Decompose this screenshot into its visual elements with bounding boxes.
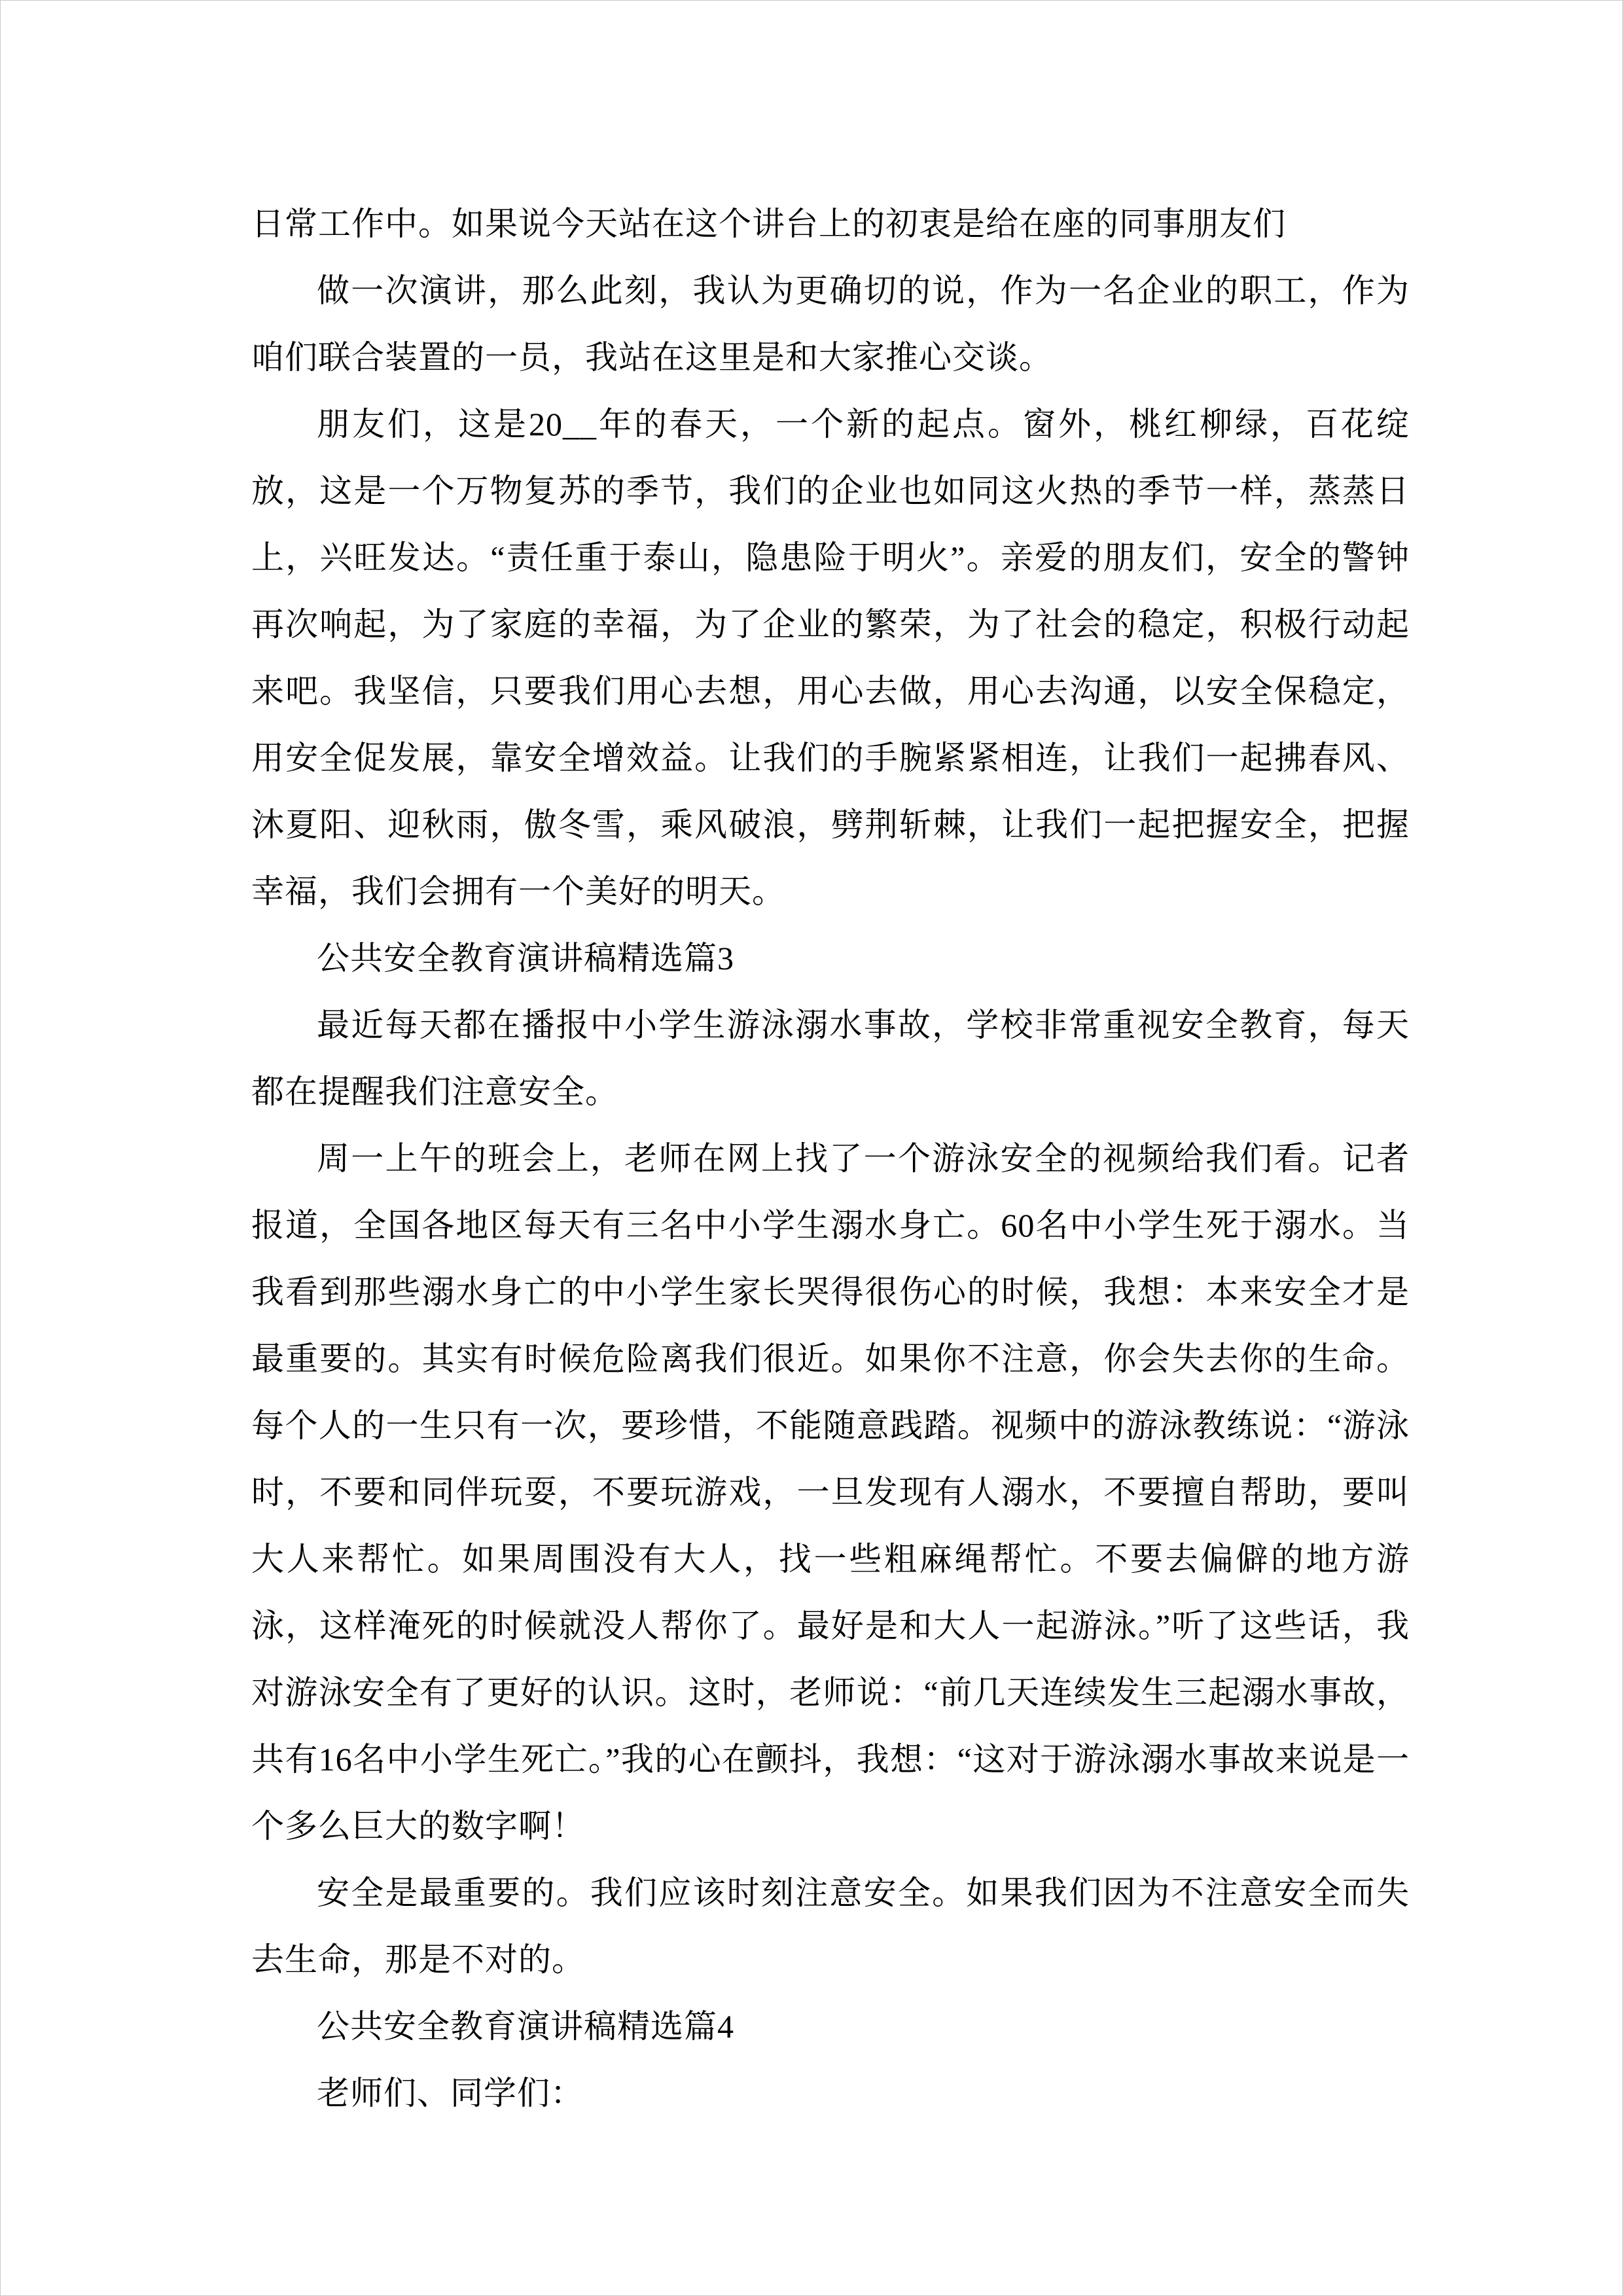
paragraph: 最近每天都在播报中小学生游泳溺水事故，学校非常重视安全教育，每天都在提醒我们注意安全。 (251, 1007, 1410, 1110)
paragraph: 做一次演讲，那么此刻，我认为更确切的说，作为一名企业的职工，作为咱们联合装置的一员，我站在这里是和大家推心交谈。 (251, 272, 1410, 376)
paragraph: 公共安全教育演讲稿精选篇3 (317, 940, 734, 977)
paragraph: 朋友们，这是20__年的春天，一个新的起点。窗外，桃红柳绿，百花绽放，这是一个万物复苏的季节，我们的企业也如同这火热的季节一样，蒸蒸日上，兴旺发达。“责任重于泰山，隐患险于明火”。亲爱的朋友们，安全的警钟再次响起，为了家庭的幸福，为了企业的繁荣，为了社会的稳定，积极行动起来吧。我坚信，只要我们用心去想，用心去做，用心去沟通，以安全保稳定，用安全促发展，靠安全增效益。让我们的手腕紧紧相连，让我们一起拂春风、沐夏阳、迎秋雨，傲冬雪，乘风破浪，劈荆斩棘，让我们一起把握安全，把握幸福，我们会拥有一个美好的明天。 (251, 406, 1410, 910)
paragraph: 日常工作中。如果说今天站在这个讲台上的初衷是给在座的同事朋友们 (251, 206, 1286, 242)
paragraph: 安全是最重要的。我们应该时刻注意安全。如果我们因为不注意安全而失去生命，那是不对的。 (251, 1874, 1410, 1978)
paragraph: 周一上午的班会上，老师在网上找了一个游泳安全的视频给我们看。记者报道，全国各地区每天有三名中小学生溺水身亡。60名中小学生死于溺水。当我看到那些溺水身亡的中小学生家长哭得很伤心的时候，我想：本来安全才是最重要的。其实有时候危险离我们很近。如果你不注意，你会失去你的生命。每个人的一生只有一次，要珍惜，不能随意践踏。视频中的游泳教练说：“游泳时，不要和同伴玩耍，不要玩游戏，一旦发现有人溺水，不要擅自帮助，要叫大人来帮忙。如果周围没有大人，找一些粗麻绳帮忙。不要去偏僻的地方游泳，这样淹死的时候就没人帮你了。最好是和大人一起游泳。”听了这些话，我对游泳安全有了更好的认识。这时，老师说：“前几天连续发生三起溺水事故，共有16名中小学生死亡。”我的心在颤抖，我想：“这对于游泳溺水事故来说是一个多么巨大的数字啊！ (251, 1140, 1410, 1844)
paragraph: 公共安全教育演讲稿精选篇4 (317, 2008, 734, 2045)
document-content (251, 190, 1410, 2126)
paragraph: 老师们、同学们： (317, 2075, 584, 2111)
